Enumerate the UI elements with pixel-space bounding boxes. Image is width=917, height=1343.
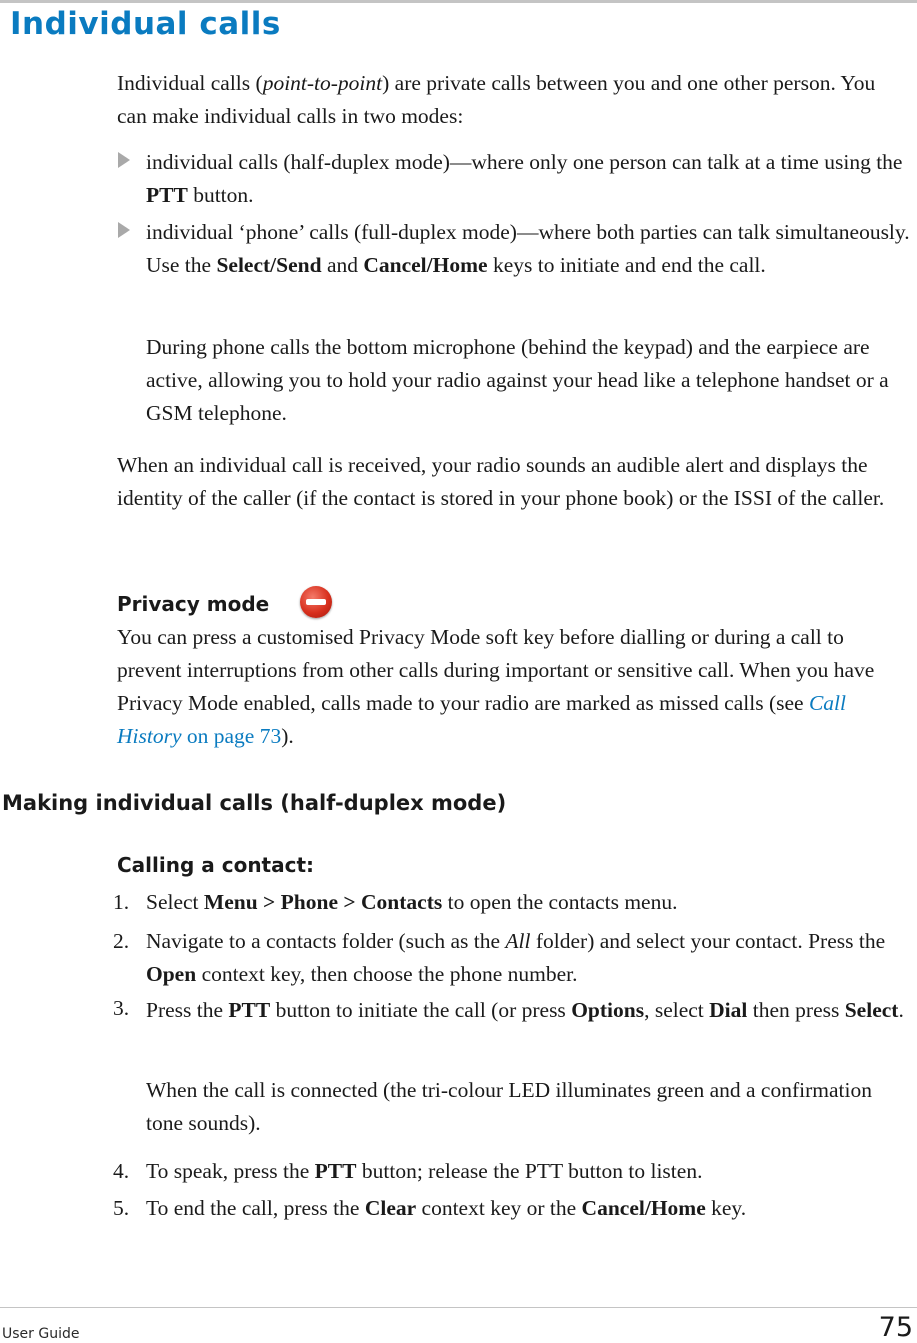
bullet-full-duplex: individual ‘phone’ calls (full-duplex mode)—where both parties can talk simultaneously. Use the Select/Send and Cancel/Home keys to initiate and end the call. — [146, 220, 910, 277]
page-title: Individual calls — [10, 6, 281, 42]
privacy-mode-paragraph: You can press a customised Privacy Mode soft key before dialling or during a call to prevent interruptions from other calls during important or sensitive call. When you have Privacy Mode enabled, calls made to your radio are marked as missed calls (see Call History on page 73). — [117, 625, 875, 748]
bullet-arrow-icon — [118, 152, 130, 168]
step-number: 3. — [113, 996, 130, 1020]
received-call-note: When an individual call is received, your radio sounds an audible alert and displays the identity of the caller (if the contact is stored in your phone book) or the ISSI of the caller. — [117, 453, 885, 510]
page-number: 75 — [878, 1312, 913, 1343]
bullet-arrow-icon — [118, 222, 130, 238]
calling-contact-heading: Calling a contact: — [117, 853, 315, 877]
footer-title: User Guide — [2, 1326, 80, 1342]
step-1: Select Menu > Phone > Contacts to open the contacts menu. — [146, 890, 678, 914]
privacy-mode-heading: Privacy mode — [117, 592, 270, 616]
step-number: 1. — [113, 890, 130, 914]
no-entry-icon — [300, 586, 332, 618]
intro-paragraph: Individual calls (point-to-point) are private calls between you and one other person. You can make individual calls in two modes: — [117, 71, 876, 128]
step-number: 2. — [113, 929, 130, 953]
step-2: Navigate to a contacts folder (such as the All folder) and select your contact. Press the Open context key, then choose the phone number. — [146, 929, 886, 986]
step-4: To speak, press the PTT button; release the PTT button to listen. — [146, 1159, 703, 1183]
section-heading-half-duplex: Making individual calls (half-duplex mode) — [2, 791, 507, 815]
call-history-link[interactable]: Call History on page 73 — [117, 691, 846, 748]
top-rule — [0, 0, 917, 3]
footer-rule — [0, 1307, 917, 1308]
phone-call-note: During phone calls the bottom microphone (behind the keypad) and the earpiece are active, allowing you to hold your radio against your head like a telephone handset or a GSM telephone. — [146, 335, 889, 425]
step-3: Press the PTT button to initiate the call (or press Options, select Dial then press Select. — [146, 998, 904, 1022]
step-number: 5. — [113, 1196, 130, 1220]
bullet-half-duplex: individual calls (half-duplex mode)—where only one person can talk at a time using the PTT button. — [146, 150, 903, 207]
connected-note: When the call is connected (the tri-colour LED illuminates green and a confirmation tone sounds). — [146, 1078, 872, 1135]
step-5: To end the call, press the Clear context key or the Cancel/Home key. — [146, 1196, 747, 1220]
step-number: 4. — [113, 1159, 130, 1183]
